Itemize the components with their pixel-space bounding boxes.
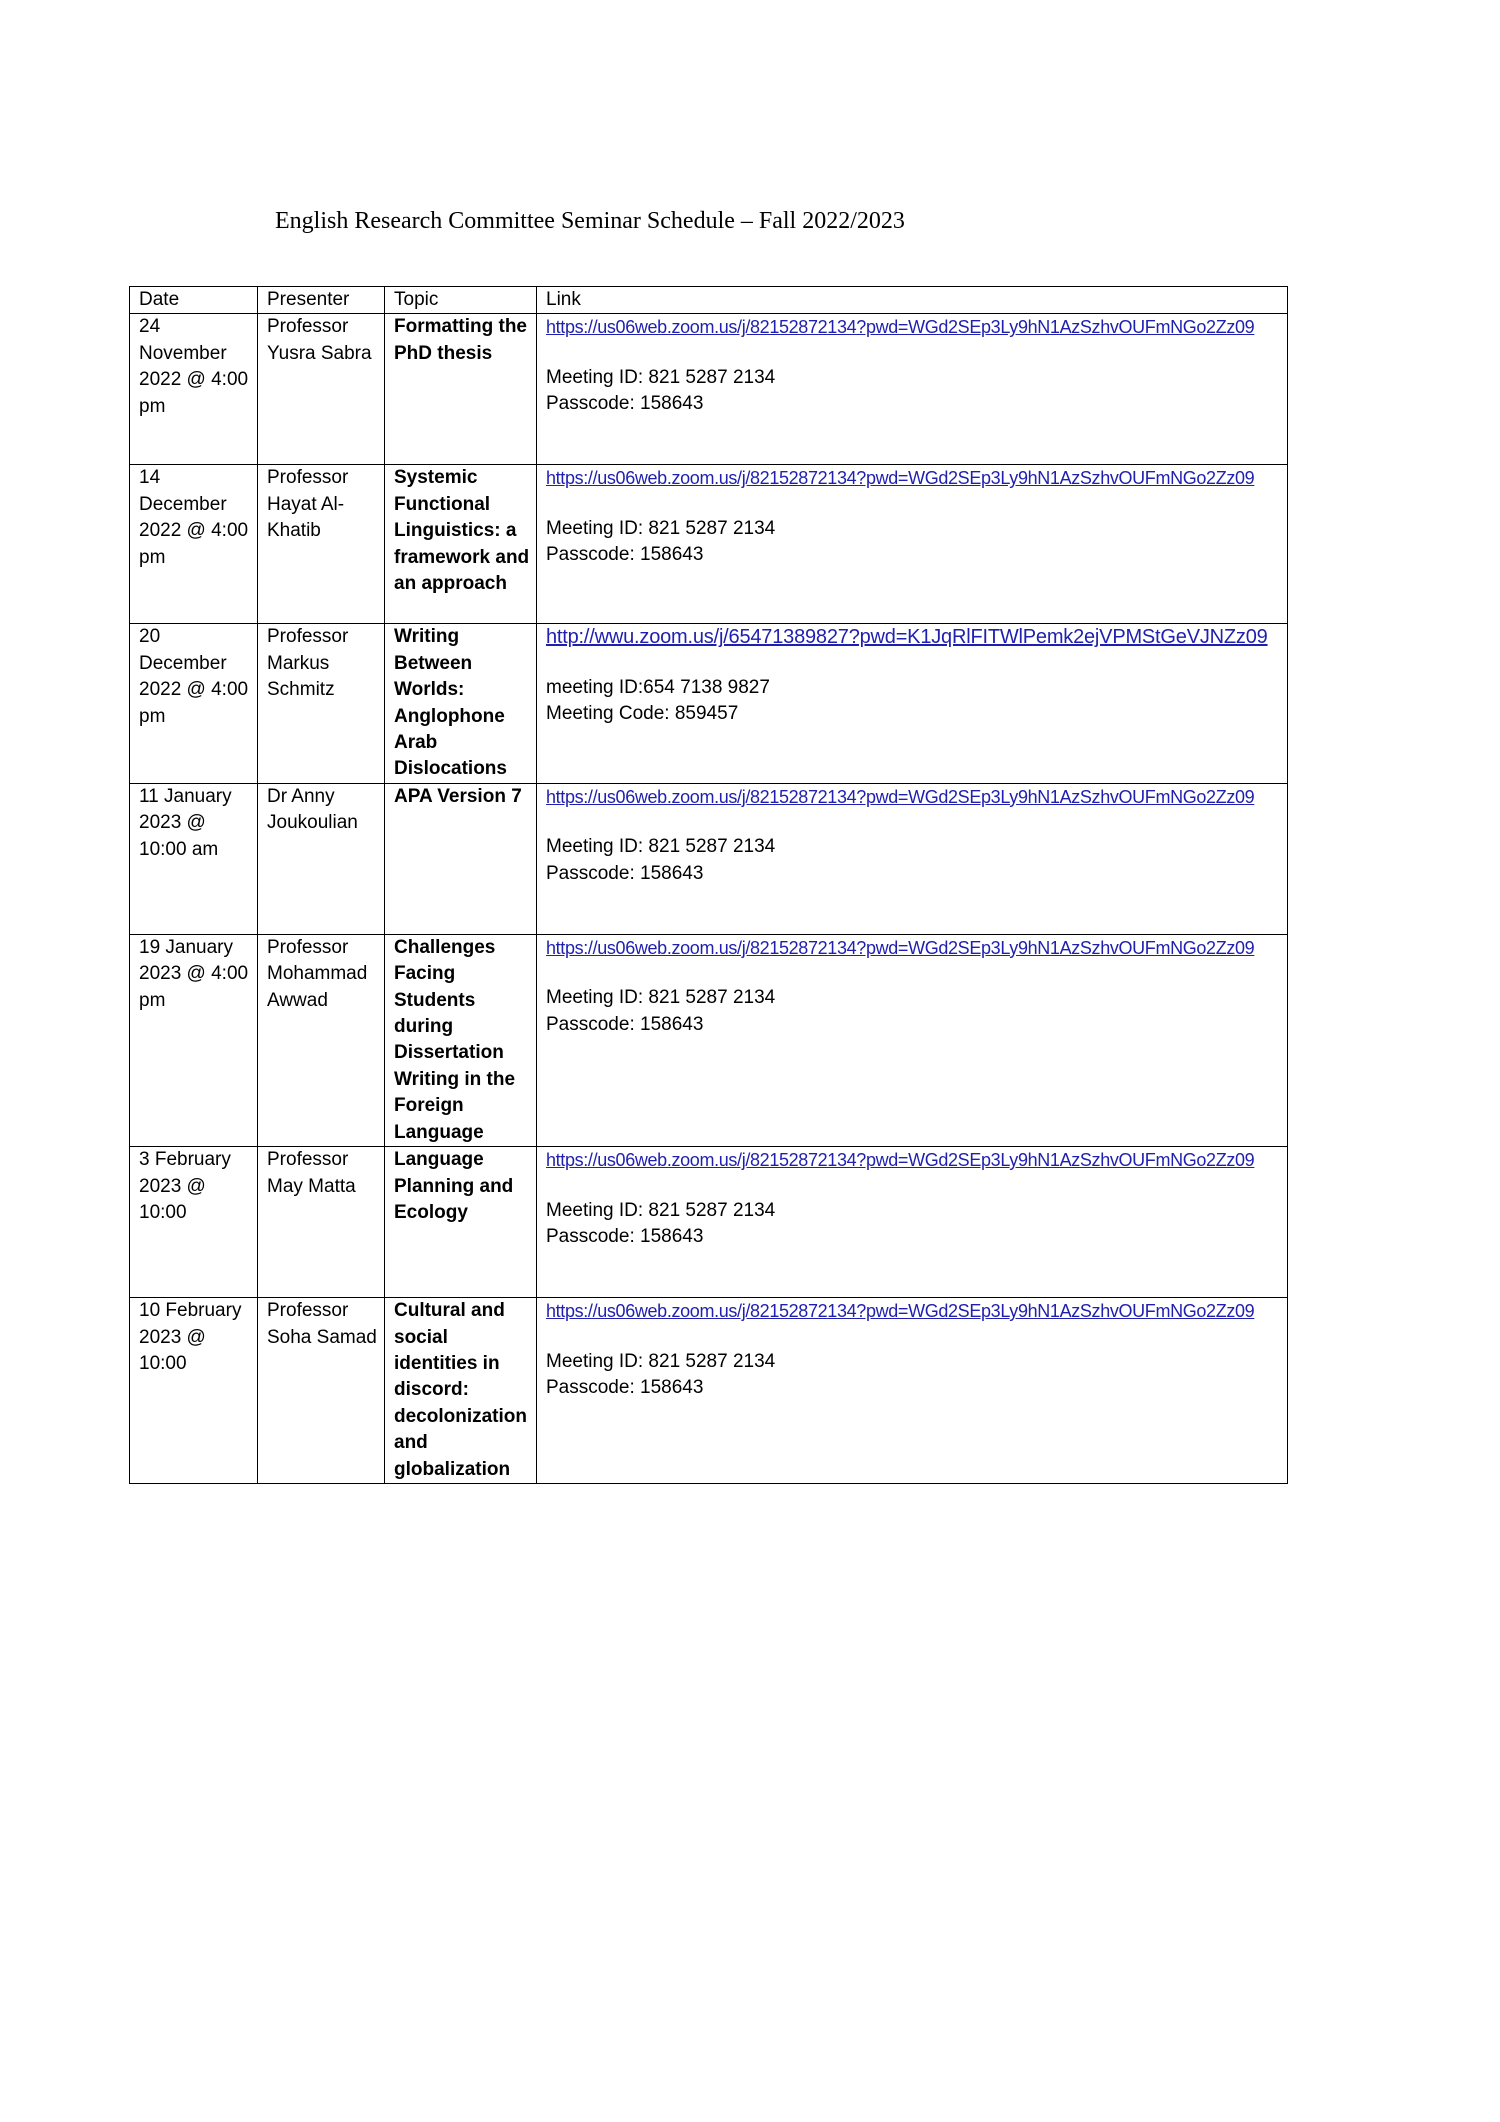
seminar-presenter: Professor Hayat Al-Khatib bbox=[267, 467, 349, 542]
link-cell bbox=[537, 1147, 1288, 1298]
page-title: English Research Committee Seminar Schedule – Fall 2022/2023 bbox=[275, 208, 905, 234]
passcode: Passcode: 158643 bbox=[546, 862, 704, 884]
zoom-link[interactable]: https://us06web.zoom.us/j/82152872134?pwd=WGd2SEp3Ly9hN1AzSzhvOUFmNGo2Zz09 bbox=[546, 937, 1255, 958]
meeting-id: Meeting ID: 821 5287 2134 bbox=[546, 987, 776, 1009]
link-cell bbox=[537, 624, 1288, 783]
topic-cell bbox=[385, 783, 537, 934]
presenter-cell bbox=[258, 624, 385, 783]
date-cell bbox=[130, 314, 258, 465]
table-row bbox=[130, 1147, 1288, 1298]
table-row bbox=[130, 624, 1288, 783]
meeting-id: Meeting ID: 821 5287 2134 bbox=[546, 517, 776, 539]
meeting-id: meeting ID:654 7138 9827 bbox=[546, 676, 770, 698]
column-header-topic: Topic bbox=[385, 287, 537, 314]
link-cell bbox=[537, 314, 1288, 465]
link-cell bbox=[537, 1298, 1288, 1484]
seminar-presenter: Professor May Matta bbox=[267, 1149, 356, 1197]
table-row bbox=[130, 934, 1288, 1146]
passcode: Passcode: 158643 bbox=[546, 393, 704, 415]
link-cell bbox=[537, 934, 1288, 1146]
seminar-date: 3 February 2023 @ 10:00 bbox=[139, 1149, 231, 1223]
column-header-date: Date bbox=[130, 287, 258, 314]
seminar-date: 19 January 2023 @ 4:00 pm bbox=[139, 936, 249, 1011]
seminar-topic: Formatting the PhD thesis bbox=[394, 316, 527, 364]
meeting-id: Meeting ID: 821 5287 2134 bbox=[546, 1199, 776, 1221]
passcode: Passcode: 158643 bbox=[546, 1225, 704, 1247]
presenter-cell bbox=[258, 783, 385, 934]
zoom-link[interactable]: https://us06web.zoom.us/j/82152872134?pwd=WGd2SEp3Ly9hN1AzSzhvOUFmNGo2Zz09 bbox=[546, 1150, 1255, 1171]
table-header-row bbox=[130, 287, 1288, 314]
passcode: Passcode: 158643 bbox=[546, 544, 704, 566]
topic-cell bbox=[385, 1147, 537, 1298]
table-row bbox=[130, 465, 1288, 624]
meeting-code: Meeting Code: 859457 bbox=[546, 703, 739, 725]
presenter-cell bbox=[258, 1147, 385, 1298]
seminar-presenter: Professor Soha Samad bbox=[267, 1300, 377, 1348]
seminar-topic: Systemic Functional Linguistics: a framework and an approach bbox=[394, 467, 530, 595]
seminar-date: 20 December 2022 @ 4:00 pm bbox=[139, 626, 249, 727]
zoom-link[interactable]: http://wwu.zoom.us/j/65471389827?pwd=K1JqRlFITWlPemk2ejVPMStGeVJNZz09 bbox=[546, 626, 1268, 649]
seminar-topic: Writing Between Worlds: Anglophone Arab Dislocations bbox=[394, 626, 507, 780]
link-cell bbox=[537, 783, 1288, 934]
seminar-presenter: Dr Anny Joukoulian bbox=[267, 785, 358, 834]
presenter-cell bbox=[258, 314, 385, 465]
seminar-topic: Language Planning and Ecology bbox=[394, 1149, 514, 1223]
date-cell bbox=[130, 783, 258, 934]
table-row bbox=[130, 1298, 1288, 1484]
presenter-cell bbox=[258, 934, 385, 1146]
passcode: Passcode: 158643 bbox=[546, 1013, 704, 1035]
meeting-id: Meeting ID: 821 5287 2134 bbox=[546, 1350, 776, 1372]
date-cell bbox=[130, 465, 258, 624]
seminar-schedule-table bbox=[129, 286, 1288, 1484]
column-header-presenter: Presenter bbox=[258, 287, 385, 314]
meeting-id: Meeting ID: 821 5287 2134 bbox=[546, 366, 776, 388]
seminar-topic: APA Version 7 bbox=[394, 785, 522, 807]
topic-cell bbox=[385, 465, 537, 624]
table-row bbox=[130, 783, 1288, 934]
zoom-link[interactable]: https://us06web.zoom.us/j/82152872134?pwd=WGd2SEp3Ly9hN1AzSzhvOUFmNGo2Zz09 bbox=[546, 317, 1255, 338]
presenter-cell bbox=[258, 1298, 385, 1484]
table-row bbox=[130, 314, 1288, 465]
seminar-presenter: Professor Yusra Sabra bbox=[267, 316, 372, 364]
topic-cell bbox=[385, 624, 537, 783]
zoom-link[interactable]: https://us06web.zoom.us/j/82152872134?pwd=WGd2SEp3Ly9hN1AzSzhvOUFmNGo2Zz09 bbox=[546, 468, 1255, 489]
seminar-topic: Challenges Facing Students during Dissertation Writing in the Foreign Language bbox=[394, 936, 516, 1143]
seminar-presenter: Professor Markus Schmitz bbox=[267, 626, 349, 701]
zoom-link[interactable]: https://us06web.zoom.us/j/82152872134?pwd=WGd2SEp3Ly9hN1AzSzhvOUFmNGo2Zz09 bbox=[546, 786, 1255, 807]
link-cell bbox=[537, 465, 1288, 624]
topic-cell bbox=[385, 314, 537, 465]
date-cell bbox=[130, 1298, 258, 1484]
topic-cell bbox=[385, 1298, 537, 1484]
column-header-link: Link bbox=[537, 287, 1288, 314]
seminar-date: 14 December 2022 @ 4:00 pm bbox=[139, 467, 249, 568]
zoom-link[interactable]: https://us06web.zoom.us/j/82152872134?pwd=WGd2SEp3Ly9hN1AzSzhvOUFmNGo2Zz09 bbox=[546, 1301, 1255, 1322]
presenter-cell bbox=[258, 465, 385, 624]
seminar-date: 24 November 2022 @ 4:00 pm bbox=[139, 316, 249, 417]
seminar-presenter: Professor Mohammad Awwad bbox=[267, 936, 368, 1011]
seminar-topic: Cultural and social identities in discord: decolonization and globalization bbox=[394, 1300, 527, 1480]
seminar-date: 11 January 2023 @ 10:00 am bbox=[139, 785, 232, 860]
meeting-id: Meeting ID: 821 5287 2134 bbox=[546, 836, 776, 858]
seminar-date: 10 February 2023 @ 10:00 bbox=[139, 1300, 242, 1374]
passcode: Passcode: 158643 bbox=[546, 1376, 704, 1398]
date-cell bbox=[130, 934, 258, 1146]
date-cell bbox=[130, 1147, 258, 1298]
topic-cell bbox=[385, 934, 537, 1146]
date-cell bbox=[130, 624, 258, 783]
